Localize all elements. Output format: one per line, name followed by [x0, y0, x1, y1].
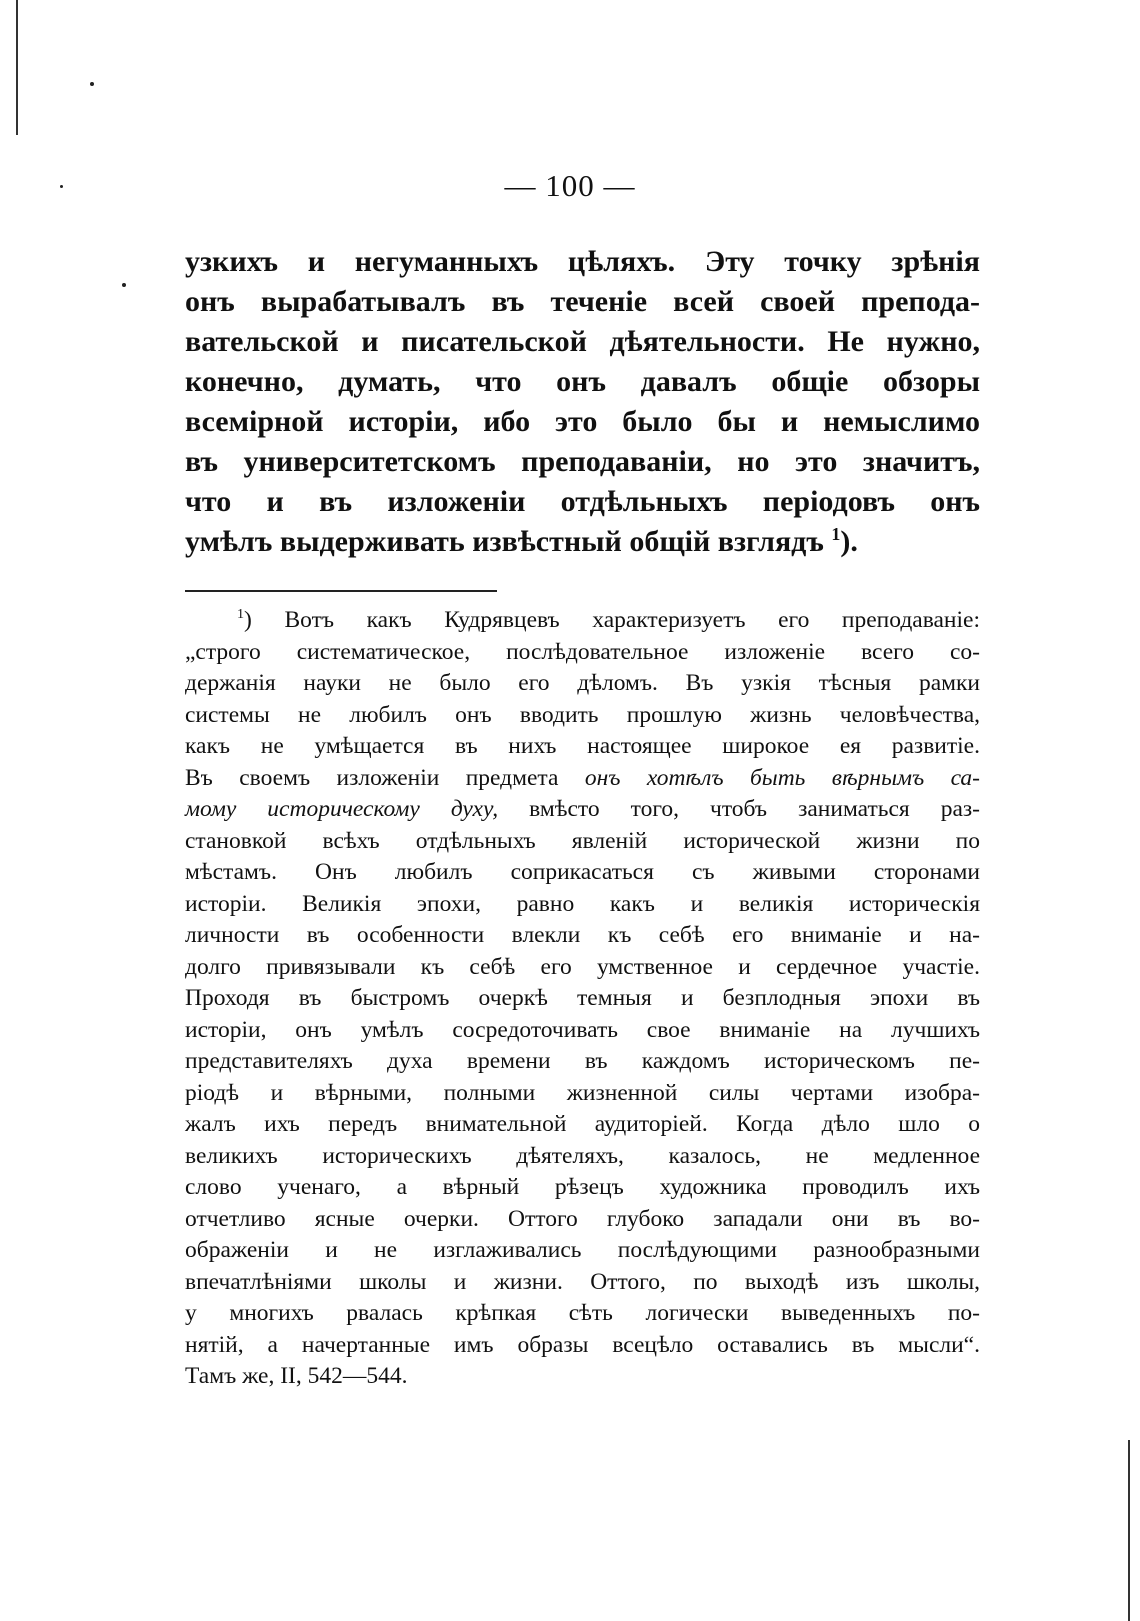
footnote-line: ріодѣ и вѣрными, полными жизненной силы чертами изобра-: [185, 1079, 980, 1106]
footnote-line: становкой всѣхъ отдѣльныхъ явленій исторической жизни по: [185, 827, 980, 854]
footnote-reference[interactable]: 1: [831, 524, 841, 544]
footnote-line: ображеніи и не изглаживались послѣдующими разнообразными: [185, 1237, 980, 1263]
footnote-line: системы не любилъ онъ вводить прошлую жизнь человѣчества,: [185, 701, 980, 728]
footnote-text: Въ своемъ изложеніи предмета: [185, 764, 559, 791]
footnote-line: [185, 794, 980, 826]
footnote-line: [185, 605, 980, 637]
footnote-line: держанія науки не было его дѣломъ. Въ узкія тѣсныя рамки: [185, 670, 980, 696]
footnote-italic-quote: мому историческому духу,: [185, 796, 499, 822]
main-text-line: вательской и писательской дѣятельности. Не нужно,: [185, 325, 980, 358]
main-paragraph: [185, 242, 980, 562]
footnote-line: мѣстамъ. Онъ любилъ соприкасаться съ живыми сторонами: [185, 859, 980, 885]
scan-speck: [90, 82, 94, 86]
footnote-line: жалъ ихъ передъ внимательной аудиторіей. Когда дѣло шло о: [185, 1111, 980, 1137]
footnote-line: долго привязывали къ себѣ его умственное и сердечное участіе.: [185, 953, 980, 980]
footnote-line: личности въ особенности влекли къ себѣ его вниманіе и на-: [185, 922, 980, 948]
main-text-line: въ университетскомъ преподаваніи, но это значитъ,: [185, 445, 980, 478]
footnote-line: впечатлѣніями школы и жизни. Оттого, по выходѣ изъ школы,: [185, 1268, 980, 1295]
footnote-text: Вотъ какъ Кудрявцевъ характеризуетъ его преподаваніе:: [284, 607, 981, 633]
footnote-italic-quote: онъ хотѣлъ быть вѣрнымъ са-: [584, 764, 980, 791]
footnote-line: представителяхъ духа времени въ каждомъ историческомъ пе-: [185, 1048, 980, 1074]
footnote-line: исторіи, онъ умѣлъ сосредоточивать свое вниманіе на лучшихъ: [185, 1016, 980, 1043]
main-text-line: конечно, думать, что онъ давалъ общіе обзоры: [185, 365, 980, 398]
footnote-line: какъ не умѣщается въ нихъ настоящее широкое ея развитіе.: [185, 733, 980, 759]
main-text-line: всемірной исторіи, ибо это было бы и немыслимо: [185, 405, 980, 438]
main-text-last-line: [185, 522, 980, 562]
footnote-marker-paren: ): [244, 607, 252, 633]
footnote-text: вмѣсто того, чтобъ заниматься раз-: [529, 796, 981, 822]
closing-punctuation: ).: [840, 525, 858, 558]
footnote-line: отчетливо ясные очерки. Оттого глубоко западали они въ во-: [185, 1205, 980, 1232]
main-text-line: умѣлъ выдерживать извѣстный общій взглядъ: [185, 525, 824, 558]
page-number: — 100 —: [504, 168, 636, 203]
main-text-line: онъ вырабатывалъ въ теченіе всей своей препода-: [185, 285, 980, 318]
scan-speck: [122, 283, 126, 287]
scan-edge-right: [1128, 1440, 1130, 1621]
footnote: [185, 605, 980, 1393]
scan-edge-left: [16, 0, 18, 135]
main-text-line: узкихъ и негуманныхъ цѣляхъ. Эту точку зрѣнія: [185, 245, 980, 278]
footnote-line: великихъ историческихъ дѣятеляхъ, казалось, не медленное: [185, 1142, 980, 1169]
footnote-divider: [185, 590, 497, 592]
footnote-line: [185, 763, 980, 795]
footnote-line: „строго систематическое, послѣдовательное изложеніе всего со-: [185, 638, 980, 665]
footnote-line: исторіи. Великія эпохи, равно какъ и великія историческія: [185, 890, 980, 917]
footnote-line: нятій, а начертанные имъ образы всецѣло оставались въ мысли“.: [185, 1331, 980, 1358]
footnote-line: слово ученаго, а вѣрный рѣзецъ художника проводилъ ихъ: [185, 1174, 980, 1200]
main-text-line: что и въ изложеніи отдѣльныхъ періодовъ онъ: [185, 485, 980, 518]
footnote-citation: Тамъ же, II, 542—544.: [185, 1363, 408, 1389]
footnote-line: Проходя въ быстромъ очеркѣ темныя и безплодныя эпохи въ: [185, 985, 980, 1011]
footnote-line: у многихъ рвалась крѣпкая сѣть логически выведенныхъ по-: [185, 1300, 980, 1326]
footnote-marker: 1: [237, 606, 245, 623]
